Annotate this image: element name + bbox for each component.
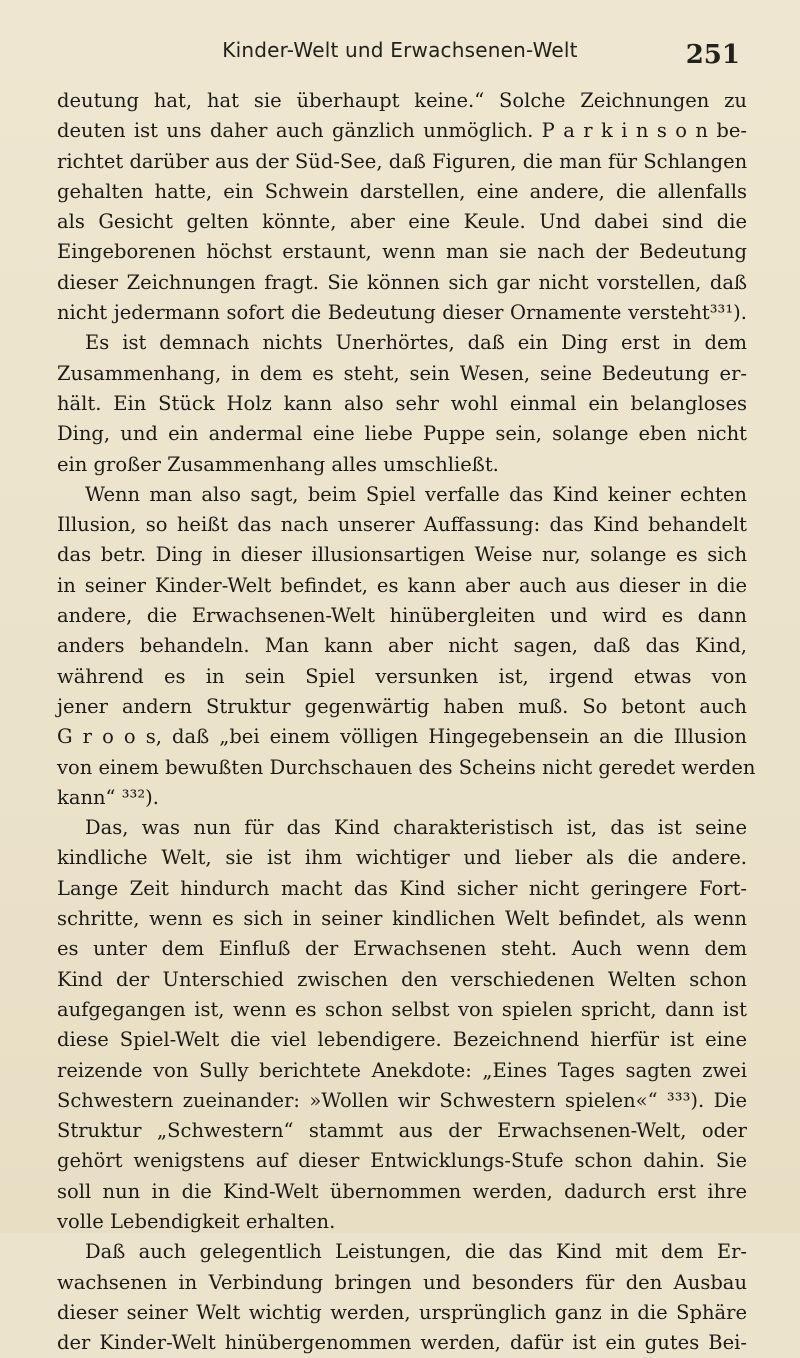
text-line: gehört wenigstens auf dieser Entwicklungs-Stufe schon dahin. Sie (57, 1149, 747, 1173)
text-line: aufgegangen ist, wenn es schon selbst von spielen spricht, dann ist (57, 997, 747, 1021)
text-line: reizende von Sully berichtete Anekdote: „Eines Tages sagten zwei (57, 1058, 747, 1082)
text-line: deuten ist uns daher auch gänzlich unmöglich. P a r k i n s o n be- (57, 119, 747, 143)
text-line: schritte, wenn es sich in seiner kindlichen Welt befindet, als wenn (57, 907, 747, 931)
text-line: Lange Zeit hindurch macht das Kind sicher nicht geringere Fort- (57, 876, 747, 900)
text-line: Schwestern zueinander: »Wollen wir Schwestern spielen«“ ³³³). Die (57, 1088, 747, 1112)
text-line: Wenn man also sagt, beim Spiel verfalle das Kind keiner echten (85, 482, 747, 506)
running-head (0, 34, 800, 74)
text-line: Zusammenhang, in dem es steht, sein Wesen, seine Bedeutung er- (57, 361, 747, 385)
text-line: deutung hat, hat sie überhaupt keine.“ Solche Zeichnungen zu (57, 89, 747, 112)
text-line: es unter dem Einfluß der Erwachsenen steht. Auch wenn dem (57, 937, 747, 961)
text-line: Struktur „Schwestern“ stammt aus der Erwachsenen-Welt, oder (57, 1119, 747, 1143)
text-line: Illusion, so heißt das nach unserer Auffassung: das Kind behandelt (57, 513, 747, 537)
text-line: gehalten hatte, ein Schwein darstellen, eine andere, die allenfalls (57, 179, 747, 203)
text-line: nicht jedermann sofort die Bedeutung dieser Ornamente versteht³³¹). (57, 301, 747, 325)
running-head-title: Kinder-Welt und Erwachsenen-Welt (222, 38, 578, 62)
text-line: Es ist demnach nichts Unerhörtes, daß ein Ding erst in dem (85, 331, 747, 355)
text-line: G r o o s, daß „bei einem völligen Hingegebensein an die Illusion (57, 725, 747, 749)
text-line: das betr. Ding in dieser illusionsartigen Weise nur, solange es sich (57, 543, 747, 567)
text-line: jener andern Struktur gegenwärtig haben muß. So betont auch (57, 694, 747, 718)
text-line: ein großer Zusammenhang alles umschließt. (57, 452, 499, 476)
text-line: Ding, und ein andermal eine liebe Puppe sein, solange eben nicht (57, 422, 747, 446)
text-line: richtet darüber aus der Süd-See, daß Figuren, die man für Schlangen (57, 149, 748, 173)
text-line: diese Spiel-Welt die viel lebendigere. Bezeichnend hierfür ist eine (57, 1028, 747, 1052)
page-number: 251 (685, 40, 740, 70)
text-line: der Kinder-Welt hinübergenommen werden, dafür ist ein gutes Bei- (57, 1331, 747, 1355)
text-line: Eingeborenen höchst erstaunt, wenn man sie nach der Bedeutung (57, 240, 747, 264)
text-line: hält. Ein Stück Holz kann also sehr wohl einmal ein belangloses (57, 391, 747, 415)
text-line: dieser seiner Welt wichtig werden, ursprünglich ganz in die Sphäre (57, 1300, 747, 1324)
text-line: kindliche Welt, sie ist ihm wichtiger und lieber als die andere. (57, 846, 747, 870)
text-line: von einem bewußten Durchschauen des Scheins nicht geredet werden (57, 755, 756, 779)
text-line: anders behandeln. Man kann aber nicht sagen, daß das Kind, (57, 634, 747, 658)
text-line: wachsenen in Verbindung bringen und besonders für den Ausbau (57, 1270, 747, 1294)
body-text (57, 86, 756, 1358)
text-line: Kind der Unterschied zwischen den verschiedenen Welten schon (57, 967, 747, 991)
text-line: Das, was nun für das Kind charakteristisch ist, das ist seine (85, 816, 747, 840)
text-line: als Gesicht gelten könnte, aber eine Keule. Und dabei sind die (57, 210, 747, 234)
text-line: dieser Zeichnungen fragt. Sie können sich gar nicht vorstellen, daß (57, 270, 747, 294)
text-line: Daß auch gelegentlich Leistungen, die das Kind mit dem Er- (85, 1240, 747, 1264)
text-line: soll nun in die Kind-Welt übernommen werden, dadurch erst ihre (57, 1179, 747, 1203)
text-line: kann“ ³³²). (57, 785, 159, 809)
text-line: während es in sein Spiel versunken ist, irgend etwas von (57, 664, 747, 688)
text-line: volle Lebendigkeit erhalten. (57, 1209, 336, 1233)
text-line: andere, die Erwachsenen-Welt hinübergleiten und wird es dann (57, 604, 747, 628)
text-line: in seiner Kinder-Welt befindet, es kann aber auch aus dieser in die (57, 573, 747, 597)
